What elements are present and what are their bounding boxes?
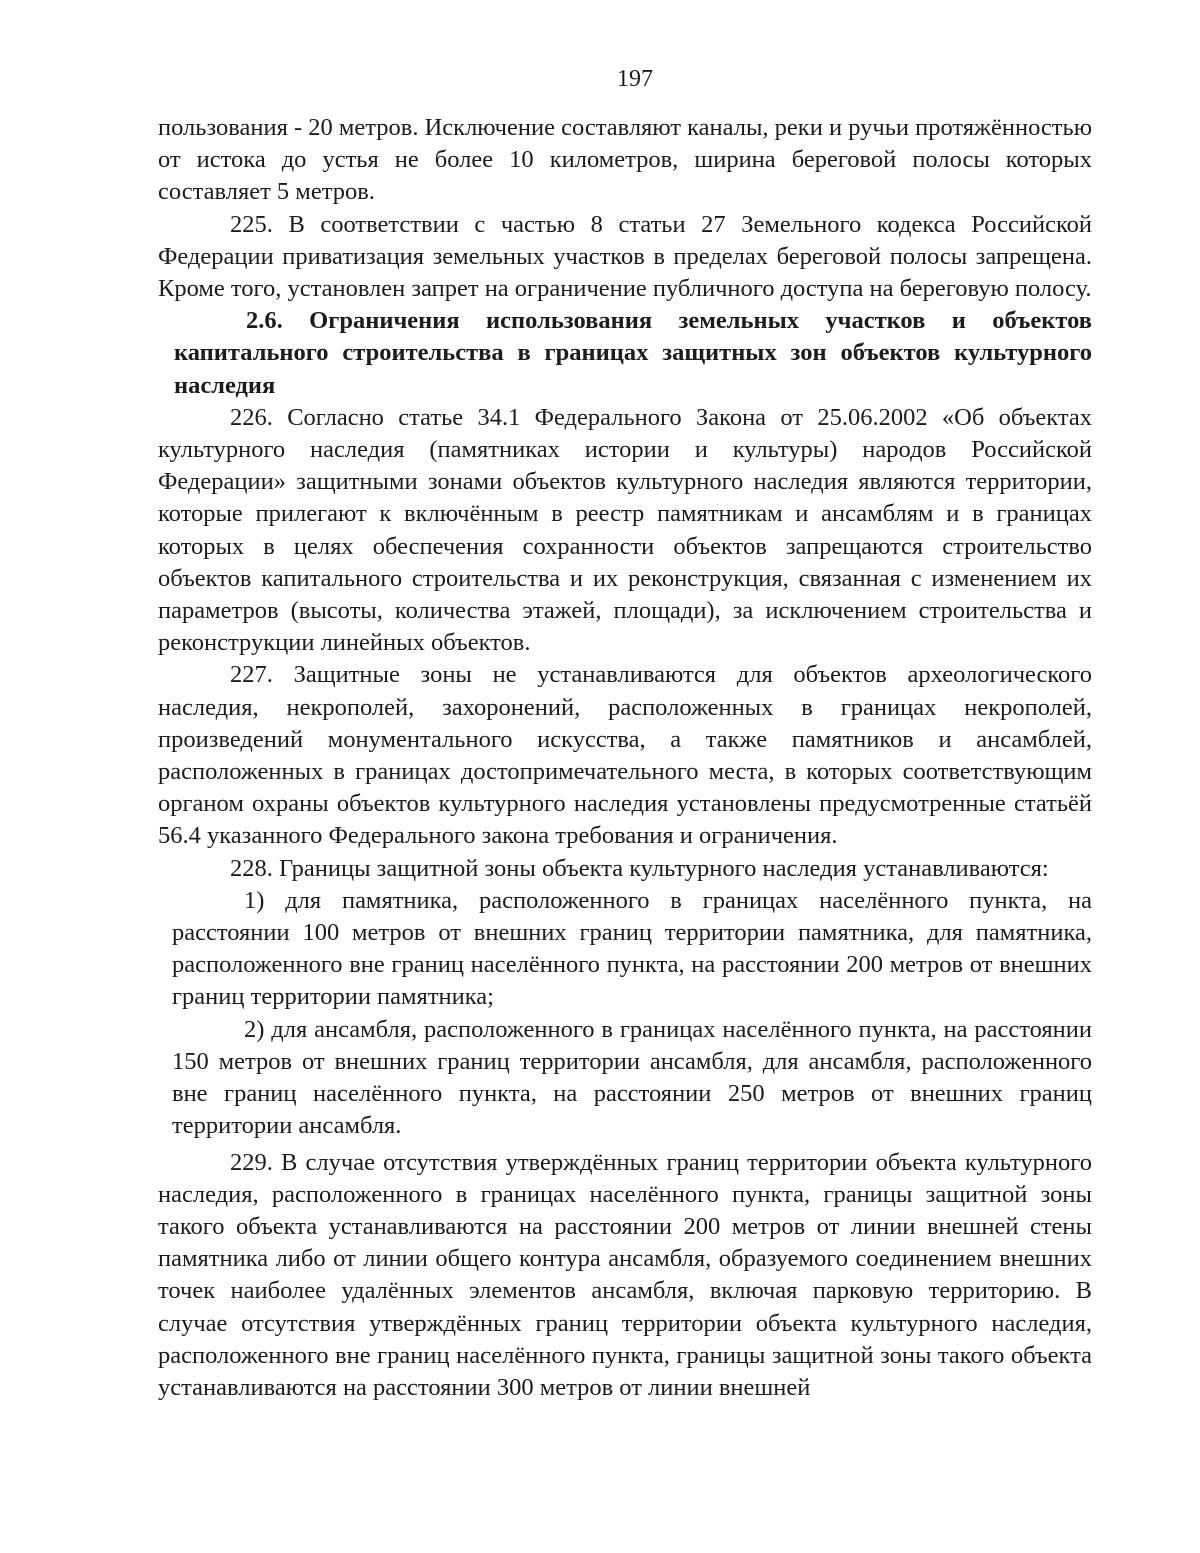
paragraph-continued: пользования - 20 метров. Исключение составляют каналы, реки и ручьи протяжённостью от истока до устья не более 10 километров, ширина береговой полосы которых составляет 5 метров. bbox=[158, 114, 1092, 206]
page-number: 197 bbox=[617, 66, 653, 92]
section-heading-2-6: 2.6. Ограничения использования земельных участков и объектов капитального строительства в границах защитных зон объектов культурного наследия bbox=[174, 307, 1092, 399]
paragraph-227: 227. Защитные зоны не устанавливаются для объектов археологического наследия, некрополей, захоронений, расположенных в границах некрополей, произведений монументального искусства, а также памятников и ансамблей, расположенных в границах достопримечательного места, в которых соответствующим органом охраны объектов культурного наследия установлены предусмотренные статьёй 56.4 указанного Федерального закона требования и ограничения. bbox=[158, 661, 1092, 850]
list-item-1: 1) для памятника, расположенного в границах населённого пункта, на расстоянии 100 метров от внешних границ территории памятника, для памятника, расположенного вне границ населённого пункта, на расстоянии 200 метров от внешних границ территории памятника; bbox=[172, 886, 1092, 1011]
paragraph-228: 228. Границы защитной зоны объекта культурного наследия устанавливаются: bbox=[230, 854, 1049, 882]
paragraph-226: 226. Согласно статье 34.1 Федерального Закона от 25.06.2002 «Об объектах культурного наследия (памятниках истории и культуры) народов Российской Федерации» защитными зонами объектов культурного наследия являются территории, которые прилегают к включённым в реестр памятникам и ансамблям и в границах которых в целях обеспечения сохранности объектов запрещаются строительство объектов капитального строительства и их реконструкция, связанная с изменением их параметров (высоты, количества этажей, площади), за исключением строительства и реконструкции линейных объектов. bbox=[158, 403, 1092, 657]
paragraph-229: 229. В случае отсутствия утверждённых границ территории объекта культурного наследия, расположенного в границах населённого пункта, границы защитной зоны такого объекта устанавливаются на расстоянии 200 метров от линии внешней стены памятника либо от линии общего контура ансамбля, образуемого соединением внешних точек наиболее удалённых элементов ансамбля, включая парковую территорию. В случае отсутствия утверждённых границ территории объекта культурного наследия, расположенного вне границ населённого пункта, границы защитной зоны такого объекта устанавливаются на расстоянии 300 метров от линии внешней bbox=[158, 1148, 1092, 1401]
list-item-2: 2) для ансамбля, расположенного в границах населённого пункта, на расстоянии 150 метров от внешних границ территории ансамбля, для ансамбля, расположенного вне границ населённого пункта, на расстоянии 250 метров от внешних границ территории ансамбля. bbox=[172, 1015, 1092, 1140]
paragraph-225: 225. В соответствии с частью 8 статьи 27 Земельного кодекса Российской Федерации приватизация земельных участков в пределах береговой полосы запрещена. Кроме того, установлен запрет на ограничение публичного доступа на береговую полосу. bbox=[158, 210, 1092, 303]
document-body bbox=[158, 112, 1092, 1404]
